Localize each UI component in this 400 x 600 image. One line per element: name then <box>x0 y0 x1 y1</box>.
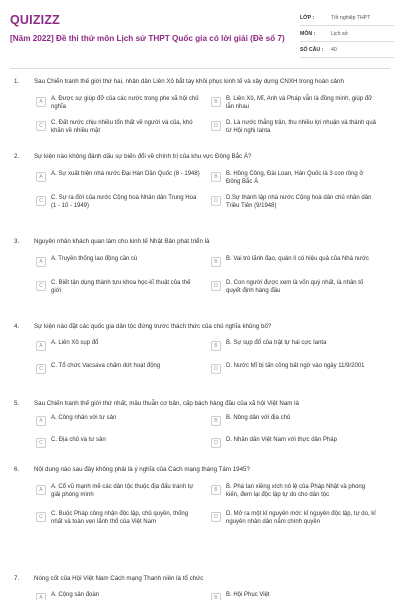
option-text: B. Phá tan xiềng xích nô lệ của Pháp Nhật và phong kiến, đem lại độc lập tự do cho dân tộc <box>226 484 366 498</box>
answer-option-b[interactable] <box>211 171 376 186</box>
meta-row-subject <box>300 27 394 42</box>
question-number: 5. <box>14 400 20 407</box>
question-number: 4. <box>14 323 20 330</box>
answer-option-c[interactable] <box>36 363 201 374</box>
meta-value: Tốt nghiệp THPT <box>331 15 371 21</box>
question-text: Nội dung nào sau đây không phải là ý nghĩa của Cách mạng tháng Tám 1945? <box>34 466 250 473</box>
option-text: A. Truyền thống lao động cần cù <box>51 256 138 262</box>
question-number: 2. <box>14 153 20 160</box>
option-letter-box: B <box>211 416 221 426</box>
answer-option-a[interactable] <box>36 484 201 499</box>
option-letter-box: B <box>211 341 221 351</box>
option-text: A. Sự xuất hiện nhà nước Đại Hàn Dân Quốc (8 - 1948) <box>51 171 200 177</box>
option-text: B. Hồng Công, Đài Loan, Hàn Quốc là 3 con rồng ở Đông Bắc Á <box>226 171 364 185</box>
option-letter-box: D <box>211 196 221 206</box>
option-letter-box: D <box>211 512 221 522</box>
document-title: [Năm 2022] Đề thi thử môn Lịch sử THPT Quốc gia có lời giải (Đề số 7) <box>10 34 285 43</box>
meta-value: Lịch sử <box>331 31 349 37</box>
option-letter-box: A <box>36 341 46 351</box>
option-letter-box: D <box>211 121 221 131</box>
option-letter-box: C <box>36 281 46 291</box>
option-text: A. Liên Xô sụp đổ <box>51 340 99 346</box>
option-letter-box: B <box>211 97 221 107</box>
option-letter-box: A <box>36 172 46 182</box>
question-number: 6. <box>14 466 20 473</box>
answer-option-b[interactable] <box>211 592 376 600</box>
answer-option-b[interactable] <box>211 96 376 111</box>
option-letter-box: B <box>211 257 221 267</box>
question-text: Nguyên nhân khách quan làm cho kinh tế Nhật Bản phát triển là <box>34 238 210 245</box>
meta-table <box>300 11 394 59</box>
option-text: D. Con người được xem là vốn quý nhất, là nhân tố quyết định hàng đầu <box>226 280 364 294</box>
option-text: A. Cổ vũ mạnh mẽ các dân tộc thuộc địa đấu tranh tự giải phóng mình <box>51 484 194 498</box>
answer-option-c[interactable] <box>36 511 201 526</box>
option-text: D. Là nước thắng trận, thu nhiều lợi nhuận và thành quả từ Hội nghị Ianta <box>226 120 376 134</box>
answer-option-a[interactable] <box>36 592 201 600</box>
answer-option-b[interactable] <box>211 256 376 267</box>
answer-option-c[interactable] <box>36 195 201 210</box>
answer-option-a[interactable] <box>36 256 201 267</box>
answer-option-c[interactable] <box>36 120 201 135</box>
option-letter-box: D <box>211 281 221 291</box>
option-letter-box: B <box>211 172 221 182</box>
option-text: C. Buộc Pháp công nhận độc lập, chủ quyền, thống nhất và toàn vẹn lãnh thổ của Việt Nam <box>51 511 189 525</box>
answer-option-a[interactable] <box>36 96 201 111</box>
option-letter-box: A <box>36 97 46 107</box>
option-letter-box: A <box>36 257 46 267</box>
question-text: Sự kiện nào không đánh dấu sự biến đổi về chính trị của khu vực Đông Bắc Á? <box>34 153 252 160</box>
question-number: 7. <box>14 575 20 582</box>
option-text: C. Đất nước chịu nhiều tổn thất về người và của, khó khăn về nhiều mặt <box>51 120 193 134</box>
answer-option-c[interactable] <box>36 437 201 448</box>
answer-option-d[interactable] <box>211 437 376 448</box>
quizizz-logo: QUIZIZZ <box>10 13 61 27</box>
answer-option-d[interactable] <box>211 280 376 295</box>
document-header <box>0 0 400 70</box>
answer-option-b[interactable] <box>211 484 376 499</box>
option-letter-box: B <box>211 593 221 600</box>
option-text: C. Địa chủ và tư sản <box>51 437 106 443</box>
meta-row-class <box>300 11 394 26</box>
option-text: C. Sự ra đời của nước Cộng hoà Nhân dân Trung Hoa (1 - 10 - 1949) <box>51 195 197 209</box>
meta-row-count <box>300 43 394 58</box>
question-text: Sự kiện nào đặt các quốc gia dân tộc đứng trước thách thức của chủ nghĩa khủng bố? <box>34 323 272 330</box>
option-letter-box: A <box>36 416 46 426</box>
answer-option-a[interactable] <box>36 415 201 426</box>
header-divider <box>10 68 390 69</box>
option-text: D. Nước Mĩ bị tấn công bất ngờ vào ngày 11/9/2001 <box>226 363 365 369</box>
option-text: B. Hội Phục Việt <box>226 592 270 598</box>
option-letter-box: C <box>36 364 46 374</box>
meta-value: 40 <box>331 47 337 53</box>
option-letter-box: B <box>211 485 221 495</box>
option-text: C. Biết tận dụng thành tựu khoa học-kĩ thuật của thế giới <box>51 280 191 294</box>
meta-label: LỚP : <box>300 15 315 21</box>
answer-option-b[interactable] <box>211 340 376 351</box>
answer-option-d[interactable] <box>211 195 376 210</box>
answer-option-d[interactable] <box>211 120 376 135</box>
option-text: A. Công nhân với tư sản <box>51 415 117 421</box>
answer-option-d[interactable] <box>211 363 376 374</box>
option-text: B. Liên Xô, Mĩ, Anh và Pháp vẫn là đồng minh, giúp đỡ lẫn nhau <box>226 96 373 110</box>
meta-label: SỐ CÂU : <box>300 47 324 53</box>
option-letter-box: A <box>36 485 46 495</box>
option-letter-box: C <box>36 196 46 206</box>
answer-option-c[interactable] <box>36 280 201 295</box>
option-letter-box: C <box>36 512 46 522</box>
option-letter-box: D <box>211 438 221 448</box>
option-letter-box: C <box>36 438 46 448</box>
answer-option-a[interactable] <box>36 340 201 351</box>
option-text: D.Sự thành lập nhà nước Cộng hoà dân chủ nhân dân Triều Tiên (9/1948) <box>226 195 372 209</box>
option-text: B. Sự sụp đổ của trật tự hai cực Ianta <box>226 340 327 346</box>
question-text: Sau Chiến tranh thế giới thứ hai, nhân dân Liên Xô bắt tay khôi phục kinh tế và xây dựng CNXH trong hoàn cảnh <box>34 78 344 85</box>
option-text: A. Được sự giúp đỡ của các nước trong phe xã hội chủ nghĩa <box>51 96 199 110</box>
option-letter-box: A <box>36 593 46 600</box>
meta-label: MÔN : <box>300 31 316 37</box>
question-text: Nòng cốt của Hội Việt Nam Cách mạng Thanh niên là tổ chức <box>34 575 204 582</box>
answer-option-d[interactable] <box>211 511 376 526</box>
option-text: B. Vai trò lãnh đạo, quản lí có hiệu quả của Nhà nước <box>226 256 369 262</box>
option-text: D. Nhân dân Việt Nam với thực dân Pháp <box>226 437 337 443</box>
option-letter-box: C <box>36 121 46 131</box>
question-number: 1. <box>14 78 20 85</box>
question-number: 3. <box>14 238 20 245</box>
option-text: A. Cộng sản đoàn <box>51 592 100 598</box>
option-text: C. Tổ chức Vacsava chấm dứt hoạt động <box>51 363 161 369</box>
question-text: Sau Chiến tranh thế giới thứ nhất, mâu thuẫn cơ bản, cấp bách hàng đầu của xã hội Việt Nam là <box>34 400 299 407</box>
option-letter-box: D <box>211 364 221 374</box>
option-text: D. Mở ra một kỉ nguyên mới: kỉ nguyên độc lập, tự do, kỉ nguyên nhân dân nắm chính quyền <box>226 511 376 525</box>
option-text: B. Nông dân với địa chủ <box>226 415 291 421</box>
answer-option-b[interactable] <box>211 415 376 426</box>
answer-option-a[interactable] <box>36 171 201 182</box>
